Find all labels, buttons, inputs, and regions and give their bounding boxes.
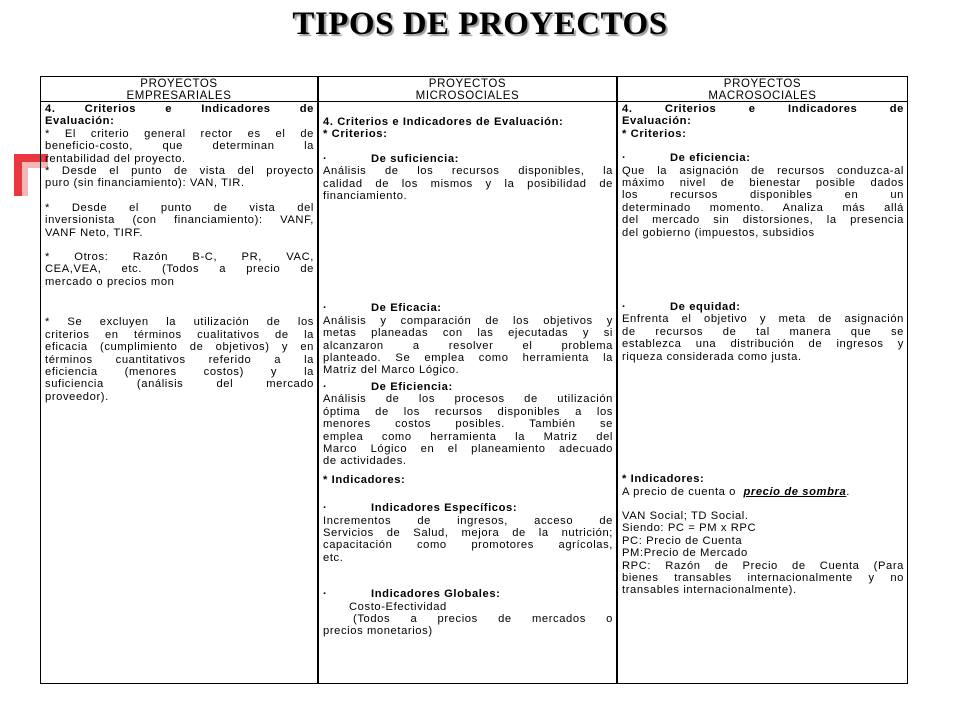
text-line: * El criterio general rector es el de xyxy=(45,127,314,140)
bullet: · xyxy=(323,302,328,315)
indicadores-label: * Indicadores: xyxy=(323,473,406,486)
criterion-title xyxy=(323,302,613,314)
text-line: Incrementos de ingresos, acceso de xyxy=(323,514,613,527)
text-line: establezca una distribución de ingresos y xyxy=(622,338,904,351)
criterion-title xyxy=(622,301,904,313)
bullet: · xyxy=(323,588,328,601)
heading-line: Evaluación: xyxy=(622,115,692,128)
text-line: criterios en términos cualitativos de la xyxy=(45,328,314,341)
criterion-title xyxy=(323,381,613,393)
text-line: los recursos disponibles en un xyxy=(622,189,904,202)
text-line: planteado. Se emplea como herramienta la xyxy=(323,352,613,365)
indicadores-label: * Indicadores: xyxy=(622,473,705,486)
criterios-label: * Criterios: xyxy=(323,128,388,141)
header-microsociales xyxy=(319,77,616,102)
header-macrosociales xyxy=(618,77,907,102)
text-line: bienes transables internacionalmente y no xyxy=(622,571,904,584)
column-microsociales xyxy=(319,77,618,683)
text-line: Análisis de los procesos de utilización xyxy=(323,393,613,406)
bullet: · xyxy=(323,152,328,165)
text-line: Enfrenta el objetivo y meta de asignación xyxy=(622,313,904,326)
text-line: alcanzaron a resolver el problema xyxy=(323,339,613,352)
text-line: proveedor). xyxy=(45,390,109,403)
text-line: mercado o precios mon xyxy=(45,275,175,288)
text-line: capacitación como promotores agrícolas, xyxy=(323,539,613,552)
text-line: suficiencia (análisis del mercado xyxy=(45,378,314,391)
header-empresariales xyxy=(41,77,317,102)
text-line: Costo-Efectividad xyxy=(349,600,447,613)
text-line: del mercado sin distorsiones, la presencia xyxy=(622,214,904,227)
eficiencia-title: De Eficiencia: xyxy=(371,380,453,393)
text-line: VANF Neto, TIRF. xyxy=(45,226,144,239)
eficacia-title: De Eficacia: xyxy=(371,302,442,315)
text-line: VAN Social; TD Social. xyxy=(622,509,749,522)
text-line: CEA,VEA, etc. (Todos a precio de xyxy=(45,263,314,276)
header-line: EMPRESARIALES xyxy=(126,90,232,102)
text-line: transables internacionalmente). xyxy=(622,584,797,597)
text-line: * Se excluyen la utilización de los xyxy=(45,316,314,329)
header-line: PROYECTOS xyxy=(140,78,218,90)
eficiencia-title: De eficiencia: xyxy=(670,152,751,165)
text-line: del gobierno (impuestos, subsidios xyxy=(622,226,815,239)
text-line: emplea como herramienta la Matriz del xyxy=(323,430,613,443)
bullet: · xyxy=(323,502,328,515)
text-line: eficacia (cumplimiento de objetivos) y en xyxy=(45,341,314,354)
page-title: TIPOS DE PROYECTOS xyxy=(292,6,668,42)
text-line: rentabilidad del proyecto. xyxy=(45,152,186,165)
header-line: MICROSOCIALES xyxy=(415,90,520,102)
text-line: eficiencia (menores costos) y la xyxy=(45,365,314,378)
heading-line: Evaluación: xyxy=(45,115,115,128)
text-line: Análisis y comparación de los objetivos y xyxy=(323,314,613,327)
suficiencia-title: De suficiencia: xyxy=(371,152,459,165)
column-macrosociales xyxy=(618,77,907,683)
header-line: MACROSOCIALES xyxy=(708,90,817,102)
heading-line: 4. Criterios e Indicadores de Evaluación: xyxy=(323,116,564,128)
text-line: puro (sin financiamiento): VAN, TIR. xyxy=(45,177,245,190)
text-line: calidad de los mismos y la posibilidad de xyxy=(323,177,613,190)
text-line: Matriz del Marco Lógico. xyxy=(323,364,460,377)
text-line: etc. xyxy=(323,551,344,564)
equidad-title: De equidad: xyxy=(670,301,741,314)
text-line: metas planeadas con las ejecutadas y si xyxy=(323,327,613,340)
criterios-label: * Criterios: xyxy=(622,127,687,140)
bullet: · xyxy=(323,380,328,393)
text-line: * Desde el punto de vista del xyxy=(45,201,314,214)
column-empresariales xyxy=(41,77,319,683)
criterion-title xyxy=(323,588,613,600)
criterion-title xyxy=(323,153,613,165)
indicadores-especificos-title: Indicadores Específicos: xyxy=(371,502,518,515)
bullet: · xyxy=(622,301,627,314)
indicadores-globales-title: Indicadores Globales: xyxy=(371,588,501,601)
text-line: * Desde el punto de vista del proyecto xyxy=(45,165,314,178)
text-line: de recursos de tal manera que se xyxy=(622,325,904,338)
text-line: financiamiento. xyxy=(323,190,408,203)
precio-cuenta-line xyxy=(622,486,904,498)
criterion-title xyxy=(323,502,613,514)
project-types-table xyxy=(40,76,908,684)
text-line: Que la asignación de recursos conduzca-al xyxy=(622,164,904,177)
text-line: Servicios de Salud, mejora de la nutrición; xyxy=(323,526,613,539)
text-line: Siendo: PC = PM x RPC xyxy=(622,522,757,535)
text-line: PM:Precio de Mercado xyxy=(622,547,748,560)
text-fragment: . xyxy=(846,485,851,498)
heading-line: 4. Criterios e Indicadores de xyxy=(622,103,904,115)
text-line: beneficio-costo, que determinan la xyxy=(45,140,314,153)
text-line: de actividades. xyxy=(323,455,407,468)
text-line: inversionista (con financiamiento): VANF, xyxy=(45,214,314,227)
header-line: PROYECTOS xyxy=(428,78,507,90)
text-line: * Otros: Razón B-C, PR, VAC, xyxy=(45,251,314,264)
text-line: precios monetarios) xyxy=(323,625,433,638)
text-line: riqueza considerada como justa. xyxy=(622,350,802,363)
precio-sombra-emphasis: precio de sombra xyxy=(743,485,847,498)
text-line: máximo nivel de bienestar posible dados xyxy=(622,177,904,190)
text-line: (Todos a precios de mercados o xyxy=(353,612,613,625)
text-line: menores costos posibles. También se xyxy=(323,418,613,431)
heading-line: 4. Criterios e Indicadores de xyxy=(45,103,314,115)
criterion-title xyxy=(622,152,904,164)
text-line: determinado momento. Analiza más allá xyxy=(622,201,904,214)
text-line: términos cuantitativos referido a la xyxy=(45,353,314,366)
text-line: PC: Precio de Cuenta xyxy=(622,534,743,547)
text-line: óptima de los recursos disponibles a los xyxy=(323,405,613,418)
bullet: · xyxy=(622,152,627,165)
text-line: Marco Lógico en el planeamiento adecuado xyxy=(323,442,613,455)
text-fragment: A precio de cuenta o xyxy=(622,485,740,498)
text-line: Análisis de los recursos disponibles, la xyxy=(323,165,613,178)
text-line: RPC: Razón de Precio de Cuenta (Para xyxy=(622,559,904,572)
header-line: PROYECTOS xyxy=(723,78,802,90)
